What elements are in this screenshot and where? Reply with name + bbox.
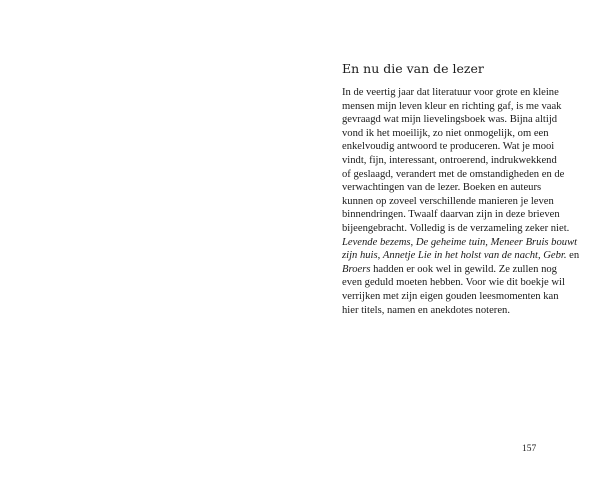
paragraph-line (342, 290, 559, 304)
text-run: mensen mijn leven kleur en richting gaf, is me vaak (342, 100, 562, 112)
paragraph-line (342, 263, 557, 277)
paragraph-line (342, 181, 547, 195)
paragraph-line (342, 140, 555, 154)
paragraph-line (342, 208, 560, 222)
text-run: kunnen op zoveel verschillende manieren je leven (342, 195, 554, 207)
body-paragraph (342, 86, 580, 317)
text-run: , (410, 236, 416, 248)
book-title-italic: De geheime tuin (415, 236, 486, 248)
text-run: hier titels, namen en anekdotes noteren. (342, 304, 510, 316)
text-run: , (377, 250, 383, 262)
book-title-italic: Levende bezems (342, 236, 411, 248)
text-run: binnendringen. Twaalf daarvan zijn in deze brieven (342, 209, 560, 221)
text-run: enkelvoudig antwoord te produceren. Wat je mooi (342, 141, 555, 153)
page-number: 157 (522, 444, 537, 454)
paragraph-line (342, 276, 565, 290)
paragraph-line (342, 127, 547, 141)
paragraph-line (342, 195, 554, 209)
right-page (300, 0, 600, 480)
paragraph-line (342, 86, 559, 100)
paragraph-line (342, 113, 558, 127)
paragraph-line (342, 154, 557, 168)
text-run: gevraagd wat mijn lievelingsboek was. Bijna altijd (342, 114, 558, 126)
paragraph-line (342, 236, 578, 250)
text-run: , (485, 236, 491, 248)
text-run: hadden er ook wel in gewild. Ze zullen nog (370, 263, 557, 275)
book-title-italic: zijn huis (342, 250, 378, 262)
book-title-italic: Broers (342, 263, 371, 275)
paragraph-line (342, 100, 562, 114)
text-run: In de veertig jaar dat literatuur voor grote en kleine (342, 87, 559, 98)
text-run: vindt, fijn, interessant, ontroerend, indrukwekkend (342, 154, 557, 166)
text-run: en (566, 250, 580, 262)
paragraph-line (342, 249, 580, 263)
book-title-italic: Gebr. (543, 250, 567, 262)
text-run: bijeengebracht. Volledig is de verzameling zeker niet. (342, 222, 570, 234)
text-run: vond ik het moeilijk, zo niet onmogelijk, om een (342, 127, 549, 139)
text-run: verrijken met zijn eigen gouden leesmomenten kan (342, 290, 559, 302)
book-title-italic: Annetje Lie in het holst van de nacht (382, 250, 538, 262)
text-run: of geslaagd, verandert met de omstandigheden en de (342, 168, 565, 180)
paragraph-line (342, 304, 547, 318)
section-heading: En nu die van de lezer (342, 61, 484, 76)
paragraph-line (342, 222, 570, 236)
text-run: verwachtingen van de lezer. Boeken en auteurs (342, 182, 542, 194)
text-run: even geduld moeten hebben. Voor wie dit boekje wil (342, 277, 565, 289)
book-title-italic: Meneer Bruis bouwt (490, 236, 578, 248)
text-run: , (537, 250, 544, 262)
paragraph-line (342, 168, 565, 182)
